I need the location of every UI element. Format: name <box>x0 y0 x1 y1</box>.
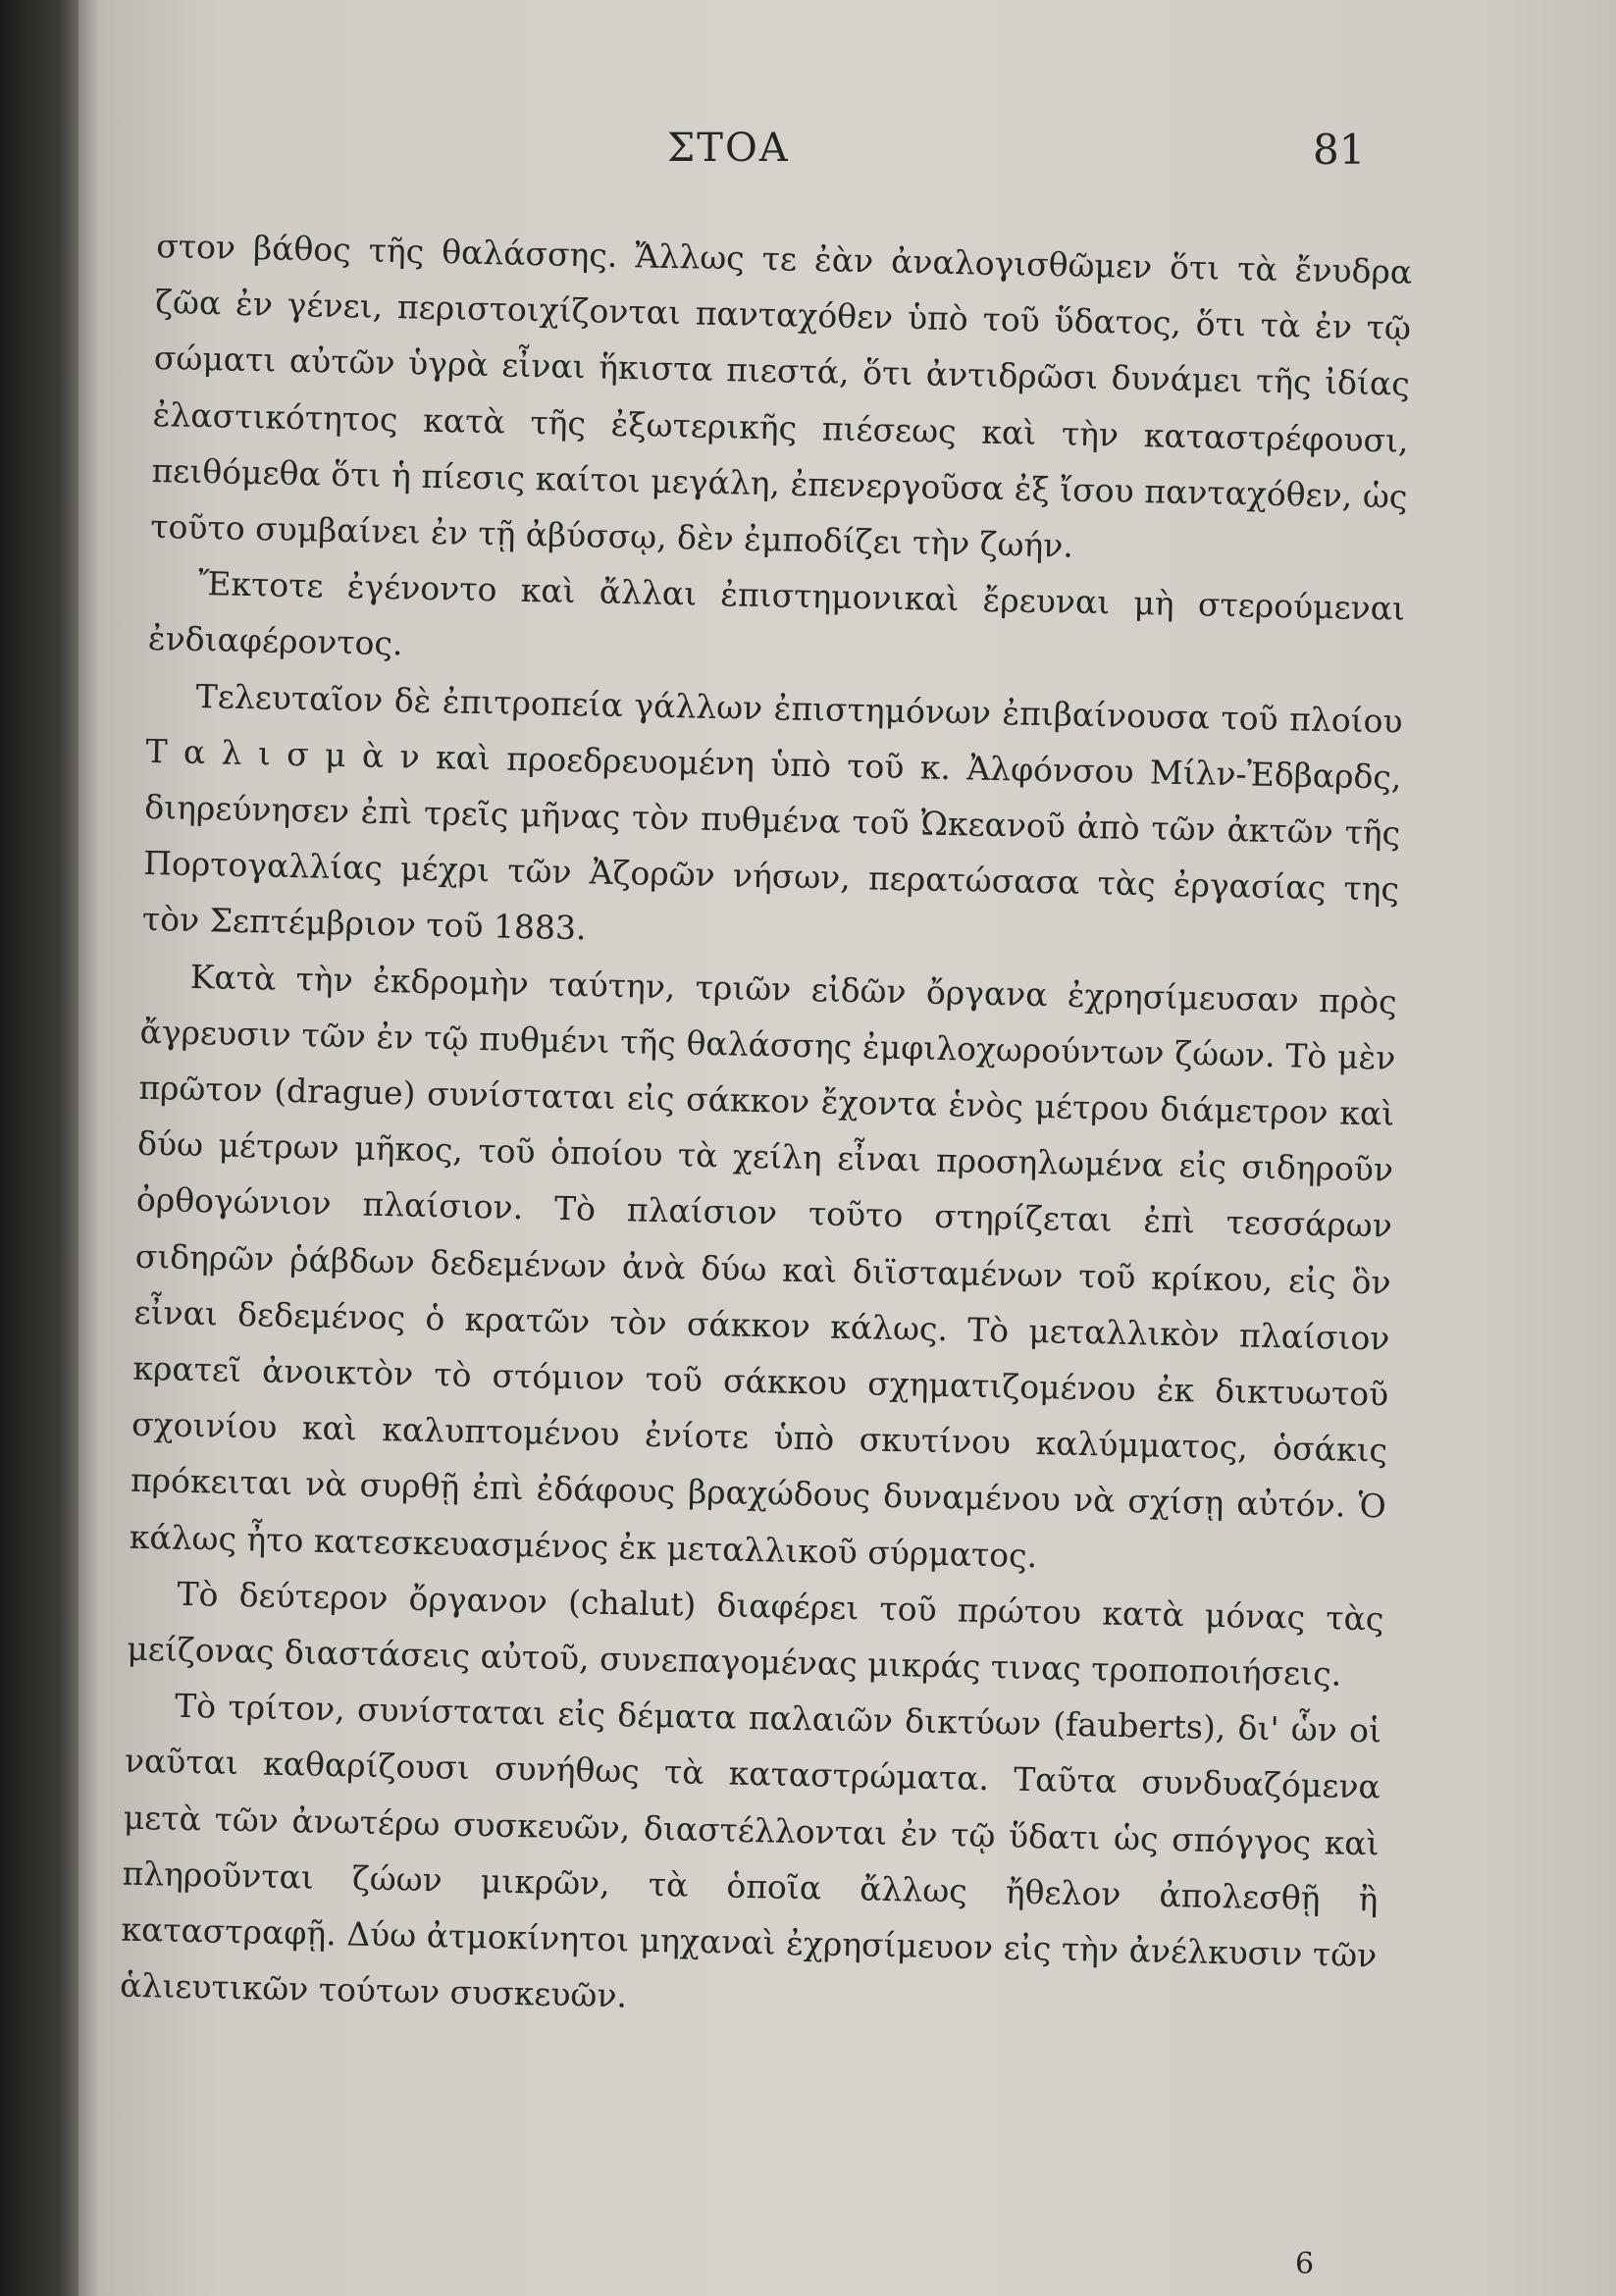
paragraph-1: στον βάθος τῆς θαλάσσης. Ἄλλως τε ἐὰν ἀναλογισθῶμεν ὅτι τὰ ἔνυδρα ζῶα ἐν γένει, περιστοιχίζονται πανταχόθεν ὑπὸ τοῦ ὕδατος, ὅτι τὰ ἐν τῷ σώματι αὐτῶν ὑγρὰ εἶναι ἥκιστα πιεστά, ὅτι ἀντιδρῶσι δυνάμει τῆς ἰδίας ἐλαστικότητος κατὰ τῆς ἐξωτερικῆς πιέσεως καὶ τὴν καταστρέφουσι, πειθόμεθα ὅτι ἡ πίεσις καίτοι μεγάλη, ἐπενεργοῦσα ἐξ ἴσου πανταχόθεν, ὡς τοῦτο συμβαίνει ἐν τῇ ἀβύσσῳ, δὲν ἐμποδίζει τὴν ζωήν. <box>150 226 1413 565</box>
running-title: ΣΤΟΑ <box>667 126 790 171</box>
body-text <box>120 218 1413 2040</box>
page-number: 81 <box>1313 126 1366 174</box>
paragraph-4: Κατὰ τὴν ἐκδρομὴν ταύτην, τριῶν εἰδῶν ὄργανα ἐχρησίμευσαν πρὸς ἄγρευσιν τῶν ἐν τῷ πυθμένι τῆς θαλάσσης ἐμφιλοχωρούντων ζώων. Τὸ μὲν πρῶτον (drague) συνίσταται εἰς σάκκον ἔχοντα ἑνὸς μέτρου διάμετρον καὶ δύω μέτρων μῆκος, τοῦ ὁποίου τὰ χείλη εἶναι προσηλωμένα εἰς σιδηροῦν ὀρθογώνιον πλαίσιον. Τὸ πλαίσιον τοῦτο στηρίζεται ἐπὶ τεσσάρων σιδηρῶν ῥάβδων δεδεμένων ἀνὰ δύω καὶ διϊσταμένων τοῦ κρίκου, εἰς ὃν εἶναι δεδεμένος ὁ κρατῶν τὸν σάκκον κάλως. Τὸ μεταλλικὸν πλαίσιον κρατεῖ ἀνοικτὸν τὸ στόμιον τοῦ σάκκου σχηματιζομένου ἐκ δικτυωτοῦ σχοινίου καὶ καλυπτομένου ἐνίοτε ὑπὸ σκυτίνου καλύμματος, ὁσάκις πρόκειται νὰ συρθῇ ἐπὶ ἐδάφους βραχώδους δυναμένου νὰ σχίσῃ αὐτόν. Ὁ κάλως ἦτο κατεσκευασμένος ἐκ μεταλλικοῦ σύρματος. <box>129 957 1397 1575</box>
book-page <box>98 0 1616 2296</box>
signature-mark: 6 <box>1295 2247 1315 2281</box>
paragraph-5: Τὸ δεύτερον ὄργανον (chalut) διαφέρει τοῦ πρώτου κατὰ μόνας τὰς μείζονας διαστάσεις αὐτοῦ, συνεπαγομένας μικράς τινας τροποποιήσεις. <box>127 1574 1384 1694</box>
page-gutter <box>78 0 98 2296</box>
paragraph-3: Τελευταῖον δὲ ἐπιτροπεία γάλλων ἐπιστημόνων ἐπιβαίνουσα τοῦ πλοίου Τ α λ ι σ μ ὰ ν καὶ προεδρευομένη ὑπὸ τοῦ κ. Ἀλφόνσου Μίλν-Ἐδβαρδς, διηρεύνησεν ἐπὶ τρεῖς μῆνας τὸν πυθμένα τοῦ Ὠκεανοῦ ἀπὸ τῶν ἀκτῶν τῆς Πορτογαλλίας μέχρι τῶν Ἀζορῶν νήσων, περατώσασα τὰς ἐργασίας της τὸν Σεπτέμβριον τοῦ 1883. <box>141 676 1403 948</box>
paragraph-2: Ἔκτοτε ἐγένοντο καὶ ἄλλαι ἐπιστημονικαὶ ἔρευναι μὴ στερούμεναι ἐνδιαφέροντος. <box>147 564 1406 663</box>
running-head <box>98 126 1616 184</box>
book-spine-shadow <box>0 0 78 2296</box>
paragraph-6: Τὸ τρίτον, συνίσταται εἰς δέματα παλαιῶν δικτύων (fauberts), δι' ὧν οἱ ναῦται καθαρίζουσι συνήθως τὰ καταστρώματα. Ταῦτα συνδυαζόμενα μετὰ τῶν ἀνωτέρω συσκευῶν, διαστέλλονται ἐν τῷ ὕδατι ὡς σπόγγος καὶ πληροῦνται ζώων μικρῶν, τὰ ὁποῖα ἄλλως ἤθελον ἀπολεσθῇ ἢ καταστραφῇ. Δύω ἀτμοκίνητοι μηχαναὶ ἐχρησίμευον εἰς τὴν ἀνέλκυσιν τῶν ἁλιευτικῶν τούτων συσκευῶν. <box>119 1687 1382 2015</box>
